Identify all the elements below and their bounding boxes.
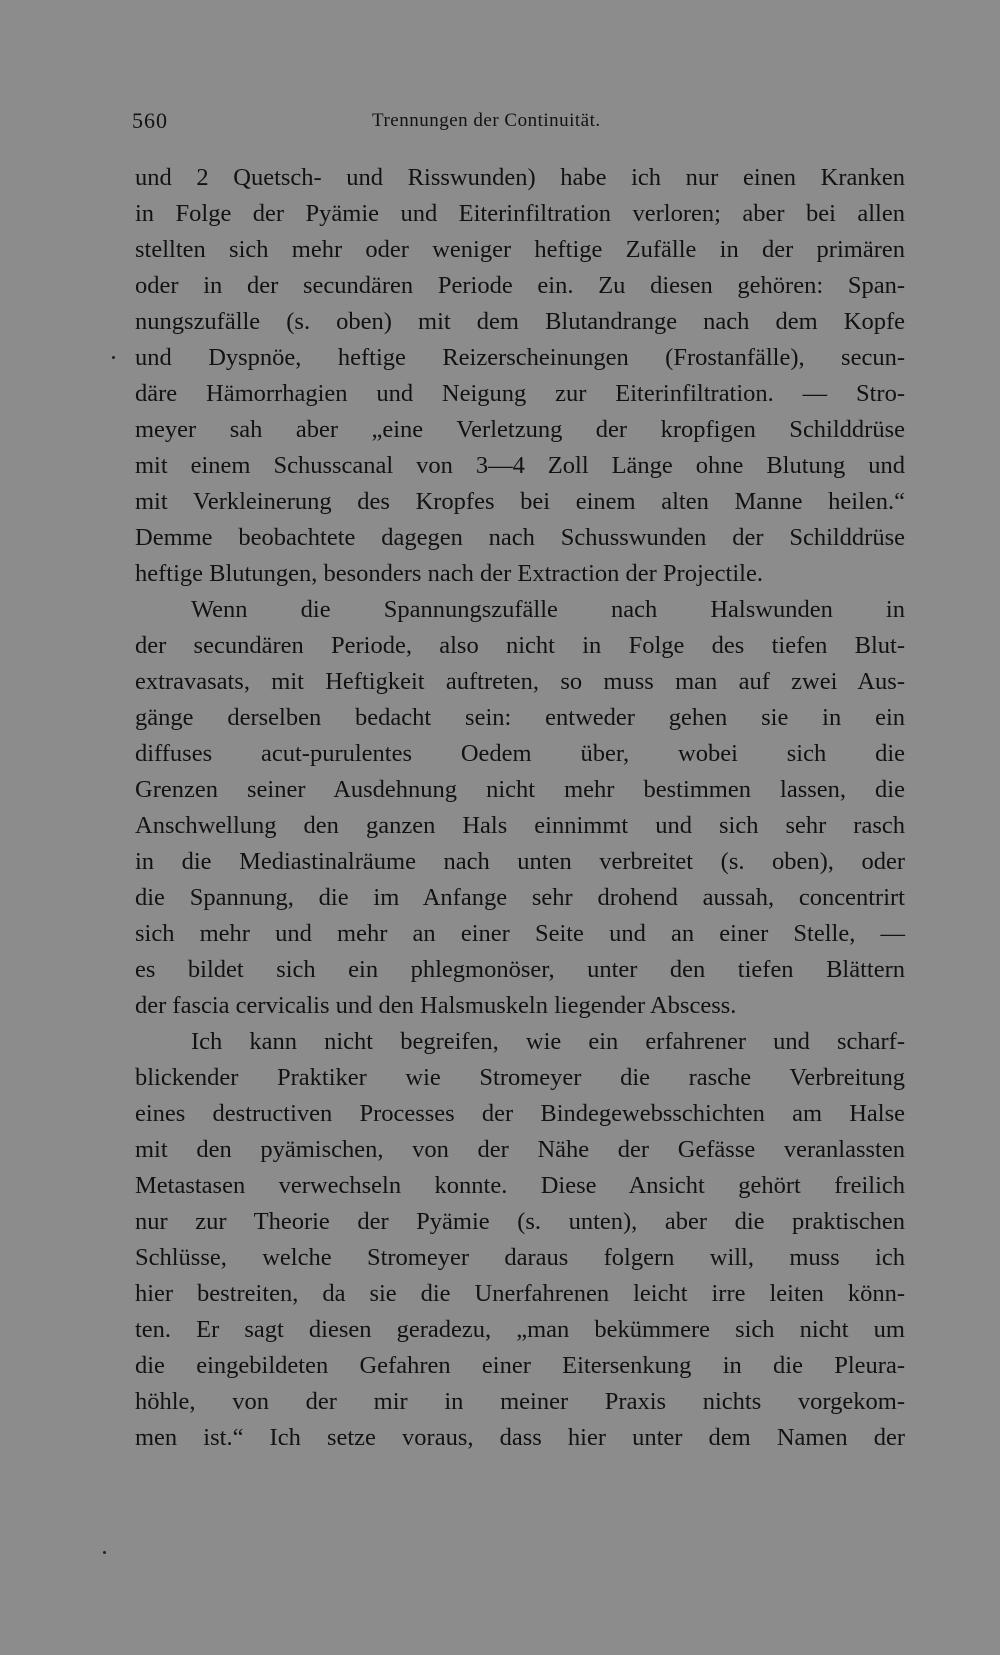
text-line: in Folge der Pyämie und Eiterinfiltration verloren; aber bei allen: [135, 200, 905, 227]
text-line: Ich kann nicht begreifen, wie ein erfahrener und scharf-: [191, 1028, 905, 1055]
text-line: Schlüsse, welche Stromeyer daraus folgern will, muss ich: [135, 1244, 905, 1271]
text-line: Grenzen seiner Ausdehnung nicht mehr bestimmen lassen, die: [135, 776, 905, 803]
text-line: die eingebildeten Gefahren einer Eitersenkung in die Pleura-: [135, 1352, 905, 1379]
text-line: stellten sich mehr oder weniger heftige Zufälle in der primären: [135, 236, 905, 263]
scan-speck: [103, 1551, 106, 1554]
text-line: extravasats, mit Heftigkeit auftreten, so muss man auf zwei Aus-: [135, 668, 905, 695]
text-line: nungszufälle (s. oben) mit dem Blutandrange nach dem Kopfe: [135, 308, 905, 335]
text-line: eines destructiven Processes der Bindegewebsschichten am Halse: [135, 1100, 905, 1127]
text-line: und Dyspnöe, heftige Reizerscheinungen (Frostanfälle), secun-: [135, 344, 905, 371]
text-line: der fascia cervicalis und den Halsmuskeln liegender Abscess.: [135, 992, 737, 1019]
text-line: und 2 Quetsch- und Risswunden) habe ich nur einen Kranken: [135, 164, 905, 191]
text-line: mit einem Schusscanal von 3—4 Zoll Länge ohne Blutung und: [135, 452, 905, 479]
text-line: Wenn die Spannungszufälle nach Halswunden in: [191, 596, 905, 623]
text-line: die Spannung, die im Anfange sehr drohend aussah, concentrirt: [135, 884, 905, 911]
text-line: Demme beobachtete dagegen nach Schusswunden der Schilddrüse: [135, 524, 905, 551]
text-line: diffuses acut-purulentes Oedem über, wobei sich die: [135, 740, 905, 767]
page-header: [132, 108, 872, 138]
text-line: däre Hämorrhagien und Neigung zur Eiterinfiltration. — Stro-: [135, 380, 905, 407]
text-line: mit den pyämischen, von der Nähe der Gefässe veranlassten: [135, 1136, 905, 1163]
text-line: Metastasen verwechseln konnte. Diese Ansicht gehört freilich: [135, 1172, 905, 1199]
text-line: men ist.“ Ich setze voraus, dass hier unter dem Namen der: [135, 1424, 905, 1451]
text-line: gänge derselben bedacht sein: entweder gehen sie in ein: [135, 704, 905, 731]
running-head: Trennungen der Continuität.: [372, 110, 601, 131]
text-line: mit Verkleinerung des Kropfes bei einem alten Manne heilen.“: [135, 488, 905, 515]
text-line: blickender Praktiker wie Stromeyer die rasche Verbreitung: [135, 1064, 905, 1091]
text-line: hier bestreiten, da sie die Unerfahrenen leicht irre leiten könn-: [135, 1280, 905, 1307]
text-line: der secundären Periode, also nicht in Folge des tiefen Blut-: [135, 632, 905, 659]
text-line: meyer sah aber „eine Verletzung der kropfigen Schilddrüse: [135, 416, 905, 443]
page-number: 560: [132, 108, 168, 133]
text-line: ten. Er sagt diesen geradezu, „man bekümmere sich nicht um: [135, 1316, 905, 1343]
text-line: nur zur Theorie der Pyämie (s. unten), aber die praktischen: [135, 1208, 905, 1235]
text-line: heftige Blutungen, besonders nach der Extraction der Projectile.: [135, 560, 763, 587]
text-line: oder in der secundären Periode ein. Zu diesen gehören: Span-: [135, 272, 905, 299]
scan-speck: [112, 356, 115, 359]
text-line: in die Mediastinalräume nach unten verbreitet (s. oben), oder: [135, 848, 905, 875]
text-line: höhle, von der mir in meiner Praxis nichts vorgekom-: [135, 1388, 905, 1415]
text-line: sich mehr und mehr an einer Seite und an einer Stelle, —: [135, 920, 905, 947]
text-line: es bildet sich ein phlegmonöser, unter den tiefen Blättern: [135, 956, 905, 983]
text-line: Anschwellung den ganzen Hals einnimmt und sich sehr rasch: [135, 812, 905, 839]
body-text: [135, 160, 905, 1456]
